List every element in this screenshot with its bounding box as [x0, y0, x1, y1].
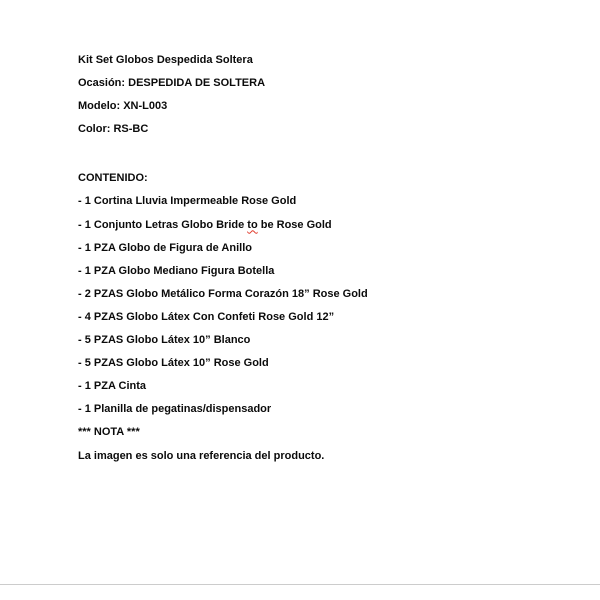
- content-item-text-prefix: - 1 Conjunto Letras Globo Bride: [78, 218, 248, 231]
- content-item: - 4 PZAS Globo Látex Con Confeti Rose Gold 12”: [78, 310, 335, 323]
- content-item: - 2 PZAS Globo Metálico Forma Corazón 18” Rose Gold: [78, 287, 368, 300]
- content-item: - 1 PZA Cinta: [78, 380, 147, 393]
- spellcheck-flagged-word[interactable]: to: [247, 218, 258, 231]
- content-item: - 5 PZAS Globo Látex 10” Rose Gold: [78, 357, 269, 370]
- content-item: - 5 PZAS Globo Látex 10” Blanco: [78, 334, 251, 347]
- content-item-text-suffix: be Rose Gold: [257, 218, 332, 231]
- content-item: - 1 Cortina Lluvia Impermeable Rose Gold: [78, 195, 297, 208]
- content-item: - 1 Planilla de pegatinas/dispensador: [78, 403, 272, 416]
- note-text-line: La imagen es solo una referencia del producto.: [78, 449, 325, 462]
- color-code-line: Color: RS-BC: [78, 123, 149, 136]
- product-title: Kit Set Globos Despedida Soltera: [78, 54, 253, 66]
- note-marker-line: *** NOTA ***: [78, 426, 140, 439]
- model-line: Modelo: XN-L003: [78, 100, 168, 113]
- occasion-line: Ocasión: DESPEDIDA DE SOLTERA: [78, 77, 266, 90]
- content-item: [78, 214, 560, 237]
- contents-heading: CONTENIDO:: [78, 172, 148, 185]
- page-edge-divider: [0, 584, 600, 585]
- content-item: - 1 PZA Globo de Figura de Anillo: [78, 241, 252, 254]
- content-item: - 1 PZA Globo Mediano Figura Botella: [78, 264, 275, 277]
- blank-line: [78, 141, 560, 167]
